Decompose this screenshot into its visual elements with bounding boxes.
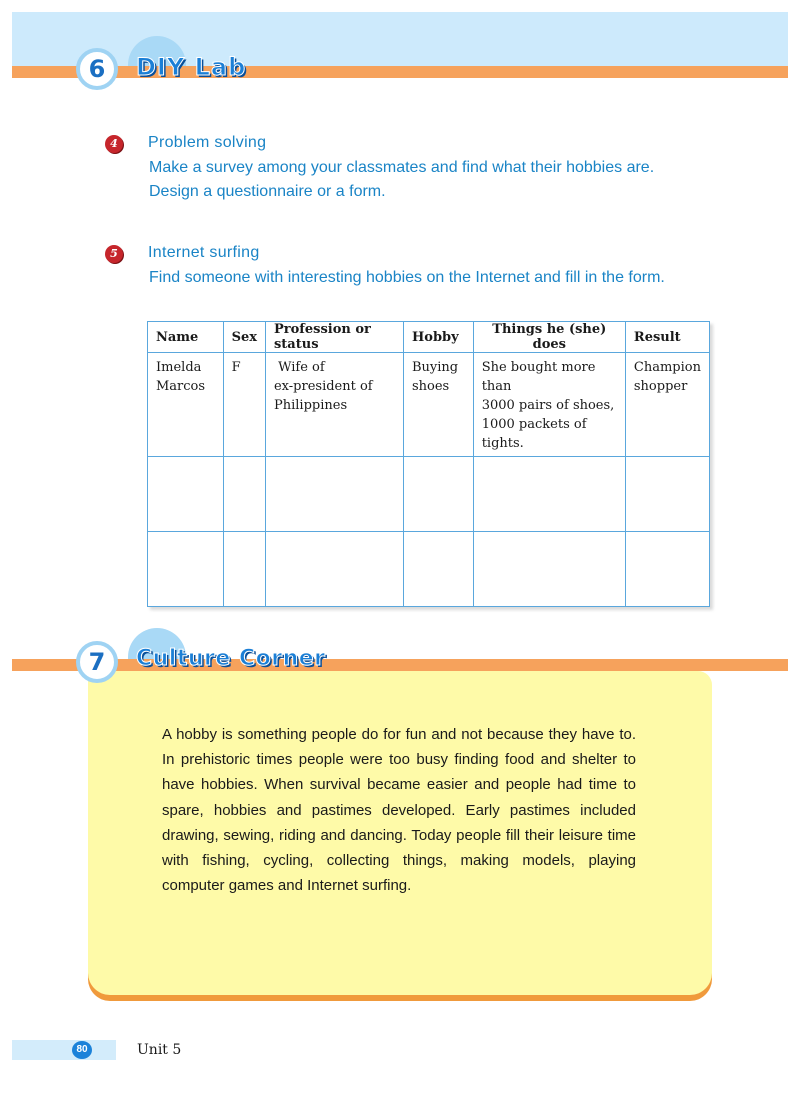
cell-hobby — [403, 353, 473, 457]
section-title: Culture Corner — [136, 646, 326, 671]
cell-line: She bought more than — [481, 360, 596, 394]
cell-sex — [223, 353, 265, 457]
blank-cell[interactable] — [148, 532, 224, 607]
task-number-badge: 5 — [105, 245, 123, 263]
column-header-name: Name — [148, 322, 224, 353]
section-number-badge — [76, 641, 118, 683]
task-instruction: Design a questionnaire or a form. — [149, 183, 386, 200]
task-title: Problem solving — [148, 134, 267, 151]
section-number-badge — [76, 48, 118, 90]
blank-cell[interactable] — [265, 457, 403, 532]
cell-profession — [265, 353, 403, 457]
cell-line: shopper — [633, 379, 688, 394]
cell-line: Buying — [411, 360, 459, 375]
section-number: 6 — [88, 55, 106, 83]
cell-line: 3000 pairs of shoes, — [481, 398, 615, 413]
cell-line: 1000 packets of tights. — [481, 417, 587, 451]
table-header-row — [148, 322, 710, 353]
blank-cell[interactable] — [473, 457, 625, 532]
blank-cell[interactable] — [473, 532, 625, 607]
cell-line: Wife of — [273, 360, 325, 375]
column-header-result: Result — [625, 322, 709, 353]
column-header-sex: Sex — [223, 322, 265, 353]
cell-name — [148, 353, 224, 457]
column-header-things: Things he (she) does — [473, 322, 625, 353]
cell-line: Marcos — [156, 379, 206, 394]
table-row — [148, 353, 710, 457]
cell-things — [473, 353, 625, 457]
cell-line: Imelda — [156, 360, 202, 375]
unit-label: Unit 5 — [137, 1042, 182, 1058]
page-number: 80 — [72, 1041, 92, 1059]
cell-line: ex-president of — [273, 379, 373, 394]
hobby-survey-table — [147, 321, 710, 607]
cell-line: Champion — [633, 360, 701, 375]
table-row-blank — [148, 532, 710, 607]
cell-line: F — [231, 360, 241, 375]
task-instruction: Find someone with interesting hobbies on the Internet and fill in the form. — [149, 269, 665, 286]
blank-cell[interactable] — [265, 532, 403, 607]
header-orange-bar — [12, 659, 788, 671]
section-title: DIY Lab — [136, 53, 247, 81]
task-number-badge: 4 — [105, 135, 123, 153]
blank-cell[interactable] — [223, 457, 265, 532]
culture-corner-text: A hobby is something people do for fun and not because they have to. In prehistoric times people were too busy finding food and shelter to have hobbies. When survival became easier and people had time to spare, hobbies and pastimes developed. Early pastimes included drawing, sewing, riding and dancing. Today people fill their leisure time with fishing, cycling, collecting things, making models, playing computer games and Internet surfing. — [162, 726, 636, 895]
table-row-blank — [148, 457, 710, 532]
cell-line: Philippines — [273, 398, 348, 413]
blank-cell[interactable] — [148, 457, 224, 532]
blank-cell[interactable] — [625, 532, 709, 607]
task-instruction: Make a survey among your classmates and find what their hobbies are. — [149, 159, 655, 176]
column-header-hobby: Hobby — [403, 322, 473, 353]
blank-cell[interactable] — [403, 457, 473, 532]
blank-cell[interactable] — [403, 532, 473, 607]
column-header-profession: Profession or status — [265, 322, 403, 353]
section-number: 7 — [88, 648, 106, 676]
cell-result — [625, 353, 709, 457]
blank-cell[interactable] — [625, 457, 709, 532]
task-title: Internet surfing — [148, 244, 260, 261]
header-orange-bar — [12, 66, 788, 78]
blank-cell[interactable] — [223, 532, 265, 607]
cell-line: shoes — [411, 379, 450, 394]
footer-band — [12, 1040, 116, 1060]
